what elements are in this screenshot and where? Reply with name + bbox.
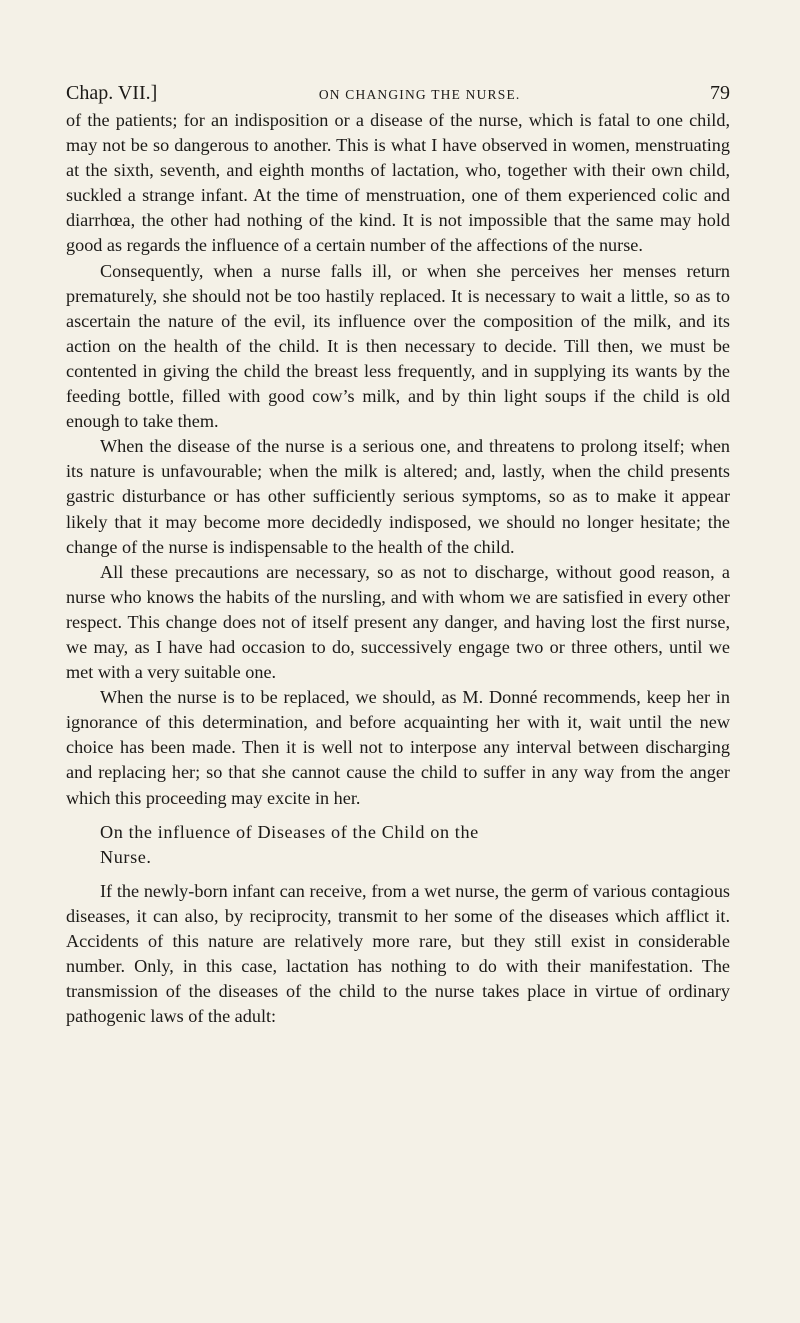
paragraph: If the newly-born infant can receive, from a wet nurse, the germ of various contagious diseases, it can also, by reciprocity, transmit to her some of the diseases which afflict it. Accidents of this nature are relatively more rare, but they still exist in considerable number. Only, in this case, lactation has nothing to do with their manifestation. The transmission of the diseases of the child to the nurse takes place in virtue of ordinary pathogenic laws of the adult: [66, 880, 730, 1027]
section-heading [66, 820, 730, 870]
section-heading-line: On the influence of Diseases of the Child on the [100, 821, 479, 842]
section-heading-line: Nurse. [100, 846, 152, 867]
paragraph: When the nurse is to be replaced, we should, as M. Donné recommends, keep her in ignorance of this determination, and before acquainting her with it, wait until the new choice has been made. Then it is well not to interpose any interval between discharging and replacing her; so that she cannot cause the child to suffer in any way from the anger which this proceeding may excite in her. [66, 687, 730, 808]
paragraph: When the disease of the nurse is a serious one, and threatens to prolong itself; when its nature is unfavourable; when the milk is altered; and, lastly, when the child presents gastric disturbance or has other sufficiently serious symptoms, so as to make it appear likely that it may become more decidedly indisposed, we should no longer hesitate; the change of the nurse is indispensable to the health of the child. [66, 436, 730, 557]
running-head [66, 80, 730, 106]
paragraph: All these precautions are necessary, so as not to discharge, without good reason, a nurse who knows the habits of the nursling, and with whom we are satisfied in every other respect. This change does not of itself present any danger, and having lost the first nurse, we may, as I have had occasion to do, successively engage two or three others, until we met with a very suitable one. [66, 561, 730, 683]
chapter-label: Chap. VII.] [66, 82, 158, 104]
page-number: 79 [710, 82, 730, 104]
paragraph: of the patients; for an indisposition or a disease of the nurse, which is fatal to one child, may not be so dangerous to another. This is what I have observed in women, menstruating at the sixth, seventh, and eighth months of lactation, who, together with their own child, suckled a strange infant. At the time of menstruation, one of them experienced colic and diarrhœa, the other had nothing of the kind. It is not impossible that the same may hold good as regards the influence of a certain number of the affections of the nurse. [66, 110, 730, 256]
book-page [66, 80, 730, 1029]
body-text [66, 108, 730, 1029]
paragraph: Consequently, when a nurse falls ill, or when she perceives her menses return prematurely, she should not be too hastily replaced. It is necessary to wait a little, so as to ascertain the nature of the evil, its influence over the composition of the milk, and its action on the health of the child. It is then necessary to decide. Till then, we must be contented in giving the child the breast less frequently, and in supplying its wants by the feeding bottle, filled with good cow’s milk, and by thin light soups if the child is old enough to take them. [66, 260, 730, 432]
running-title: ON CHANGING THE NURSE. [318, 87, 521, 102]
